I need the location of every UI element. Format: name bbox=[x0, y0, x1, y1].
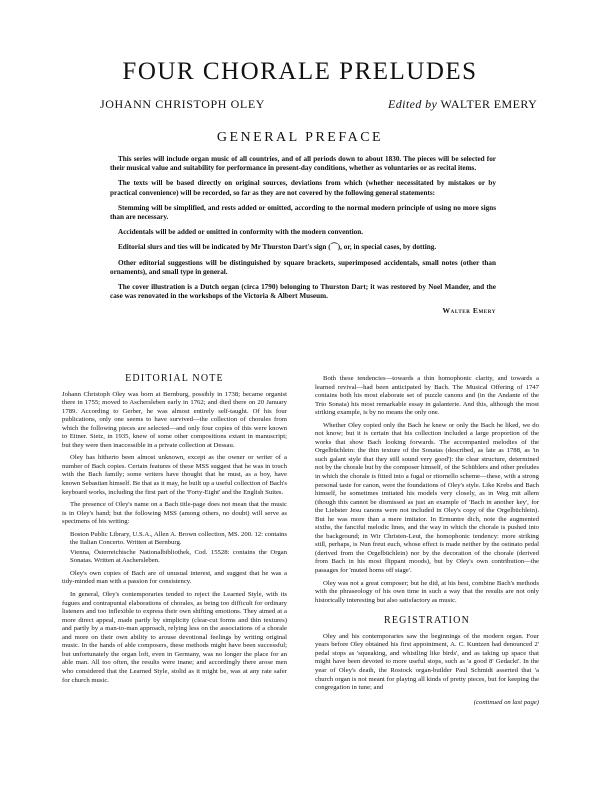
editorial-paragraph: In general, Oley's contemporaries tended to reject the Learned Style, with its fugues and contrapuntal elaborations of chorales, as being too difficult for ordinary listeners and too inflexible to express their own shifting emotions. They aimed at a more direct appeal, made partly by simplicity (clear-cut forms and thin textures) and partly by a man-to-man approach, relying less on the associations of a chorale and more on their own ability to arouse devotional feelings by writing original music. In the hands of able composers, these methods might have been successful; but unfortunately the organ loft, even in Germany, was no longer the place for an able man. All too often, the results were inane; and accordingly there arose men who considered that the Learned Style, stolid as it might be, was at any rate safer for church music. bbox=[62, 591, 287, 684]
editorial-paragraph: The presence of Oley's name on a Bach title-page does not mean that the music is in Oley's hand; but the following MSS (among others, no doubt) will serve as specimens of his writing: bbox=[62, 501, 287, 526]
preface-paragraph: The cover illustration is a Dutch organ (circa 1790) belonging to Thurston Dart; it was restored by Noel Mander, and the case was renovated in the workshops of the Victoria & Albert Museum. bbox=[110, 283, 496, 301]
preface-paragraph: Editorial slurs and ties will be indicated by Mr Thurston Dart's sign (⌒), or, in special cases, by dotting. bbox=[118, 243, 437, 252]
preface-signature: Walter Emery bbox=[442, 306, 496, 316]
preface-paragraph: Other editorial suggestions will be distinguished by square brackets, superimposed accidentals, small notes (other than ornaments), and small type in general. bbox=[110, 258, 496, 276]
right-column bbox=[315, 375, 539, 707]
preface-paragraph: Stemming will be simplified, and rests added or omitted, according to the normal modern principle of using no more signs than are necessary. bbox=[110, 203, 496, 222]
editorial-paragraph: Oley's own copies of Bach are of unusual interest, and suggest that he was a tidy-minded man with a passion for consistency. bbox=[62, 569, 287, 586]
registration-paragraph: Oley and his contemporaries saw the beginnings of the modern organ. Four years before Oley obtained his first appointment, A. C. Kuntzen had denounced 2' pedal stops as 'squeaking, and whistling like birds', and as taking up space that might have been devoted to more useful stops, such as 'a good 8' Gedackt'. In the year of Oley's death, the Rostock organ-builder Paul Schmidt asserted that 'a church organ is not meant for playing all kinds of pretty pieces, but for keeping the congregation in tune; and bbox=[315, 632, 539, 692]
editorial-note-heading: EDITORIAL NOTE bbox=[125, 373, 224, 384]
edited-by-label: Edited by bbox=[388, 97, 438, 111]
editor-name: WALTER EMERY bbox=[440, 97, 538, 111]
composer-name: JOHANN CHRISTOPH OLEY bbox=[100, 97, 266, 111]
preface-paragraph: The texts will be based directly on original sources, deviations from which (whether necessitated by mistakes or by practical convenience) will be recorded, so far as they are not covered by the following general statements: bbox=[110, 179, 496, 197]
editorial-paragraph: Oley was not a great composer; but he did, at his best, combine Bach's methods with the phraseology of his own time in such a way that the results are not only historically interesting but also satisfactory as music. bbox=[315, 579, 539, 604]
registration-heading: REGISTRATION bbox=[383, 615, 471, 627]
general-preface bbox=[110, 155, 496, 316]
publication-title: FOUR CHORALE PRELUDES bbox=[122, 58, 478, 85]
general-preface-heading: GENERAL PREFACE bbox=[216, 130, 384, 145]
manuscript-list bbox=[62, 531, 287, 566]
continued-note: (continued on last page) bbox=[473, 698, 539, 706]
editorial-paragraph: Oley has hitherto been almost unknown, except as the owner or writer of a number of Bach copies. Certain features of these MSS suggest that he was in touch with the Bach family; some writers have thought that he must, as a boy, have known Sebastian himself. Be that as it may, he built up a useful collection of Bach's keyboard works, including the first part of the 'Forty-Eight' and the English Suites. bbox=[62, 454, 287, 496]
editorial-paragraph: Johann Christoph Oley was born at Bernburg, possibly in 1738; became organist there in 1755; moved to Aschersleben early in 1762; and died there on 20 January 1789. According to Gerber, he was almost entirely self-taught. Of his four publications, only one seems to have survived—the collection of chorales from which the following pieces are selected—and only four copies of this were known to Eitner. Sietz, in 1935, knew of some other compositions extant in manuscript; but they were then inaccessible in a private collection at Dessau. bbox=[62, 390, 287, 449]
manuscript-entry: Vienna, Österreichische Nationalbibliothek, Cod. 15528: contains the Organ Sonatas. Written at Aschersleben. bbox=[70, 548, 287, 565]
editorial-paragraph: Both these tendencies—towards a thin homophonic clarity, and towards a learned revival—had been anticipated by Bach. The Musical Offering of 1747 contains both his most elaborate set of puzzle canons and (in the Andante of the Trio Sonata) his most remarkable essay in galanterie. And this, although the most striking example, is by no means the only one. bbox=[315, 375, 539, 417]
preface-paragraph: This series will include organ music of all countries, and of all periods down to about 1830. The pieces will be selected for their musical value and suitability for performance in present-day conditions, whether as voluntaries or as recital items. bbox=[110, 155, 496, 173]
manuscript-entry: Boston Public Library, U.S.A., Allen A. Brown collection, MS. 200. 12: contains the Italian Concerto. Written at Bernburg. bbox=[70, 530, 287, 547]
preface-paragraph: Accidentals will be added or omitted in conformity with the modern convention. bbox=[118, 228, 364, 237]
editor-credit bbox=[388, 97, 537, 112]
editorial-paragraph: Whether Oley copied only the Bach he knew or only the Bach he liked, we do not know; but it is certain that his collection included a large proportion of the works that show Bach looking forwards. The accompanied melodies of the Orgelbüchlein: the thin texture of the Sonatas (described, as late as 1788, as 'in such galant style that they still sound very good'): the clear structure, determined not by the chorale but by the composer himself, of the Schüblers and other preludes in which the chorale is fitted into a fugal or ritornello scheme—these, with a strong personal taste for canon, were the foundations of Oley's style. Like Krebs and Bach himself, he sometimes imitated his models very closely, as in Weg mit allem (though this cannot be dismissed as just an example of 'Bach in another key', for the Liebster Jesu canons were not included in Oley's copy of the Orgelbüchlein). But he was more than a mere imitator. In Ermuntre dich, note the augmented sixths, the fanciful melodic lines, and the way in which the chorale is pushed into the background; in Wir Christen-Leut, the homophonic tendency: more striking still, perhaps, is Nun freut euch, whose effect is made neither by the ostinato pedal (derived from the Orgelbüchlein) nor by the decoration of the chorale (derived from Bach in his most flippant moods), but by Oley's own contribution—the passages for 'muted horns off stage'. bbox=[315, 421, 539, 575]
left-column bbox=[62, 375, 287, 689]
